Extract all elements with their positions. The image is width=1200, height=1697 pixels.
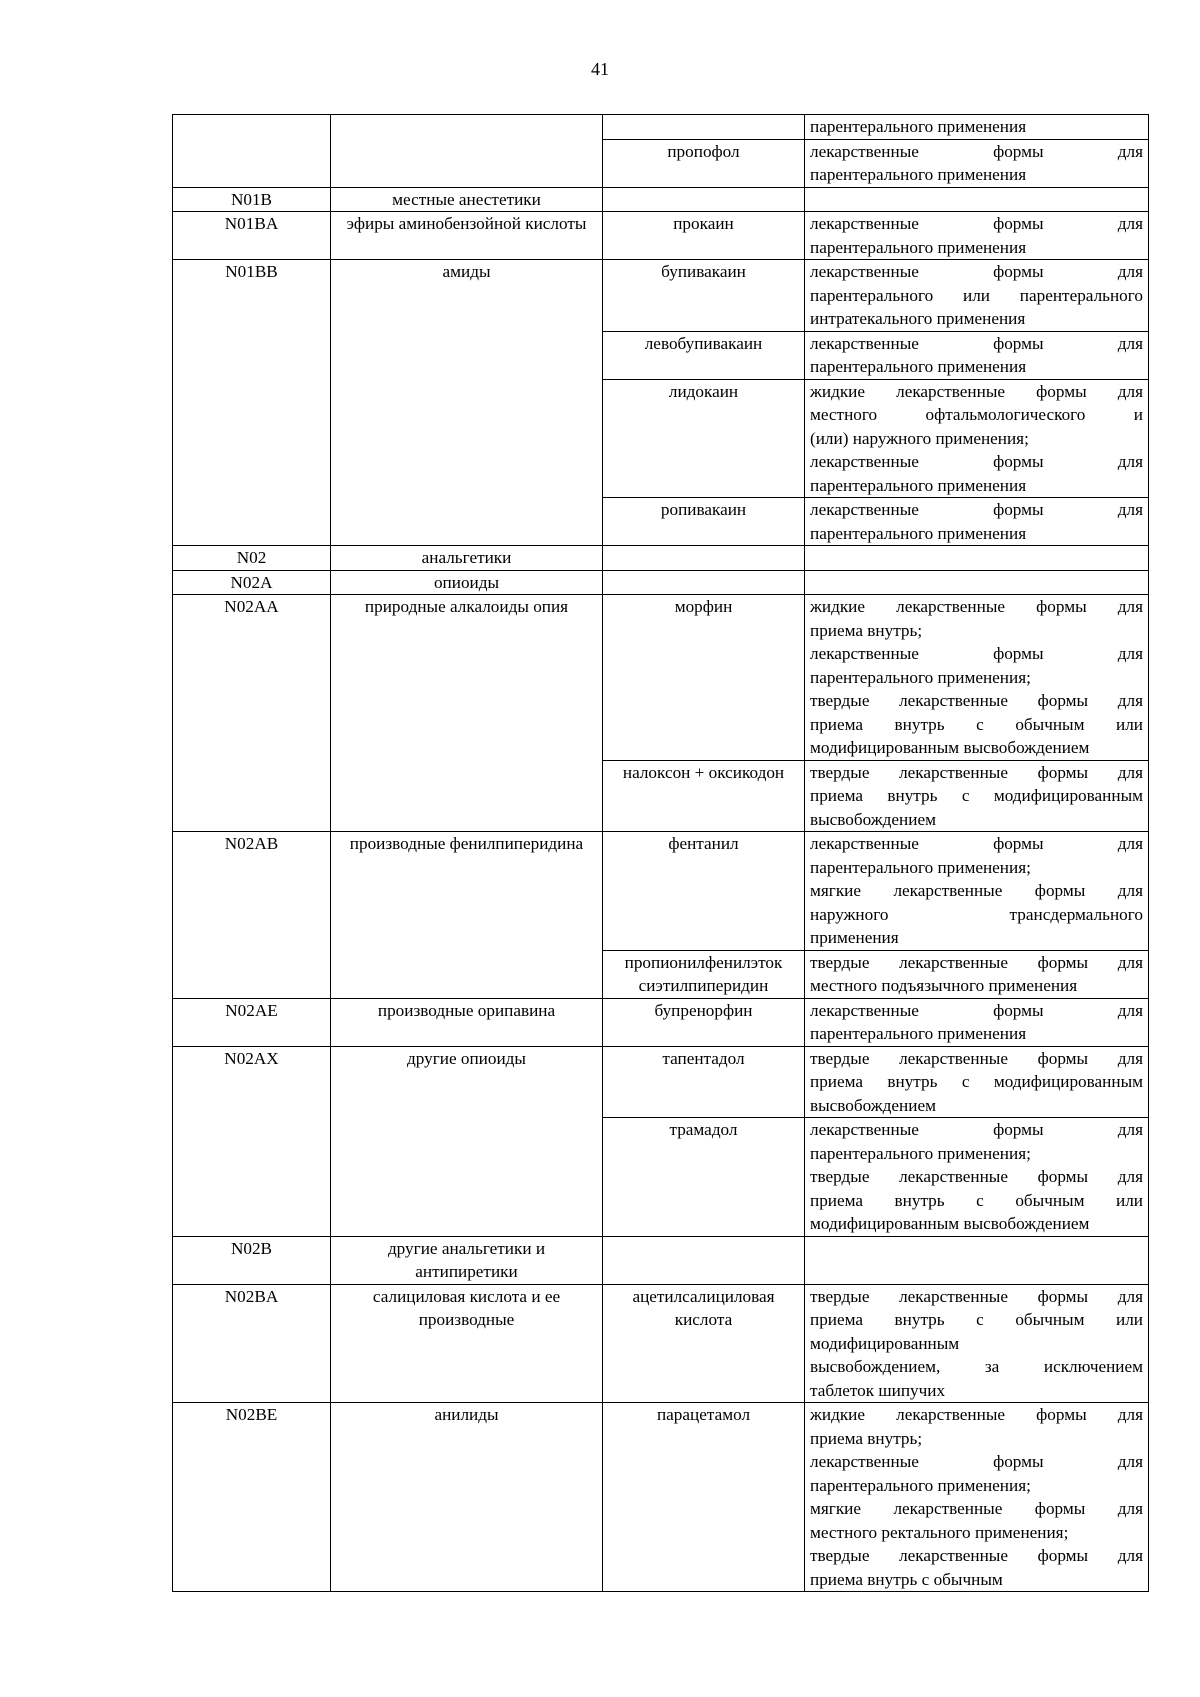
dosage-form-line: твердые лекарственные формы для — [810, 762, 1143, 782]
dosage-form-line: лекарственные формы для — [810, 1120, 1143, 1139]
dosage-form-line: применения — [810, 928, 899, 947]
dosage-form-cell — [805, 115, 1149, 140]
dosage-form-line: модифицированным высвобождением — [810, 738, 1090, 757]
dosage-form-line: парентерального применения — [810, 237, 1027, 257]
dosage-form-line: приема внутрь; — [810, 1428, 923, 1448]
atc-code-cell: N02AB — [173, 832, 331, 999]
group-cell: опиоиды — [331, 570, 603, 595]
group-cell: другие анальгетики и антипиретики — [331, 1236, 603, 1284]
table-row — [173, 1403, 1149, 1592]
atc-code-cell: N02BE — [173, 1403, 331, 1592]
dosage-form-line: жидкие лекарственные формы для — [810, 381, 1143, 401]
dosage-form-cell — [805, 998, 1149, 1046]
dosage-form-line: парентерального или парентерального — [810, 285, 1143, 305]
dosage-form-cell — [805, 187, 1149, 212]
group-cell: производные фенилпиперидина — [331, 832, 603, 999]
atc-code-cell: N02 — [173, 546, 331, 571]
group-cell: другие опиоиды — [331, 1046, 603, 1236]
atc-code-cell: N02B — [173, 1236, 331, 1284]
group-cell — [331, 115, 603, 188]
table-row — [173, 1046, 1149, 1118]
inn-cell: морфин — [603, 595, 805, 761]
dosage-form-line: местного подъязычного применения — [810, 976, 1078, 995]
dosage-form-cell — [805, 1284, 1149, 1403]
table-row — [173, 115, 1149, 140]
table-row — [173, 187, 1149, 212]
inn-cell: пропионилфенилэток сиэтилпиперидин — [603, 950, 805, 998]
dosage-form-line: парентерального применения — [810, 357, 1027, 376]
dosage-form-line: лекарственные формы для — [810, 333, 1143, 353]
dosage-form-line: приема внутрь; — [810, 620, 923, 640]
inn-cell: бупренорфин — [603, 998, 805, 1046]
dosage-form-line: приема внутрь с обычным или — [810, 714, 1143, 734]
dosage-form-line: высвобождением — [810, 1095, 936, 1115]
group-cell: эфиры аминобензойной кислоты — [331, 212, 603, 260]
dosage-form-line: лекарственные формы для — [810, 834, 1143, 853]
dosage-form-line: таблеток шипучих — [810, 1380, 946, 1400]
dosage-form-cell — [805, 760, 1149, 832]
atc-code-cell: N02AE — [173, 998, 331, 1046]
dosage-form-line: парентерального применения; — [810, 857, 1031, 877]
table-row — [173, 1236, 1149, 1284]
dosage-form-line: высвобождением — [810, 809, 936, 829]
dosage-form-cell — [805, 546, 1149, 571]
dosage-form-cell — [805, 331, 1149, 379]
drug-table — [172, 114, 1149, 1592]
atc-code-cell: N01BB — [173, 260, 331, 546]
dosage-form-line: высвобождением, за исключением — [810, 1357, 1143, 1376]
dosage-form-line: модифицированным высвобождением — [810, 1214, 1090, 1233]
dosage-form-line: парентерального применения — [810, 165, 1027, 184]
inn-cell: бупивакаин — [603, 260, 805, 332]
dosage-form-line: мягкие лекарственные формы для — [810, 1499, 1143, 1518]
dosage-form-line: твердые лекарственные формы для — [810, 952, 1143, 972]
drug-table-body — [173, 115, 1149, 1592]
dosage-form-line: жидкие лекарственные формы для — [810, 597, 1143, 616]
atc-code-cell: N02BA — [173, 1284, 331, 1403]
inn-cell: левобупивакаин — [603, 331, 805, 379]
inn-cell: трамадол — [603, 1118, 805, 1237]
dosage-form-line: парентерального применения; — [810, 667, 1031, 687]
atc-code-cell: N02A — [173, 570, 331, 595]
dosage-form-cell — [805, 1118, 1149, 1237]
dosage-form-line: твердые лекарственные формы для — [810, 1048, 1143, 1068]
dosage-form-cell — [805, 1236, 1149, 1284]
table-row — [173, 570, 1149, 595]
dosage-form-line: твердые лекарственные формы для — [810, 1167, 1143, 1186]
dosage-form-line: жидкие лекарственные формы для — [810, 1405, 1143, 1424]
group-cell: амиды — [331, 260, 603, 546]
table-row — [173, 212, 1149, 260]
inn-cell: прокаин — [603, 212, 805, 260]
atc-code-cell: N02AA — [173, 595, 331, 832]
inn-cell — [603, 187, 805, 212]
dosage-form-line: парентерального применения — [810, 1024, 1027, 1043]
dosage-form-line: (или) наружного применения; — [810, 428, 1029, 448]
dosage-form-line: приема внутрь с обычным или — [810, 1190, 1143, 1210]
dosage-form-line: лекарственные формы для — [810, 262, 1143, 281]
dosage-form-line: парентерального применения; — [810, 1143, 1031, 1163]
dosage-form-line: твердые лекарственные формы для — [810, 691, 1143, 710]
dosage-form-line: лекарственные формы для — [810, 1452, 1143, 1471]
dosage-form-cell — [805, 1046, 1149, 1118]
inn-cell: парацетамол — [603, 1403, 805, 1592]
inn-cell: лидокаин — [603, 379, 805, 498]
group-cell: местные анестетики — [331, 187, 603, 212]
dosage-form-line: приема внутрь с модифицированным — [810, 1072, 1143, 1091]
inn-cell: налоксон + оксикодон — [603, 760, 805, 832]
dosage-form-line: лекарственные формы для — [810, 452, 1143, 471]
dosage-form-line: модифицированным — [810, 1333, 960, 1353]
dosage-form-line: парентерального применения — [810, 475, 1027, 495]
page-number: 41 — [591, 59, 609, 79]
inn-cell — [603, 570, 805, 595]
dosage-form-line: лекарственные формы для — [810, 214, 1143, 233]
inn-cell — [603, 546, 805, 571]
dosage-form-line: интратекального применения — [810, 309, 1026, 328]
table-row — [173, 998, 1149, 1046]
inn-cell: тапентадол — [603, 1046, 805, 1118]
atc-code-cell — [173, 115, 331, 188]
table-row — [173, 1284, 1149, 1403]
table-row — [173, 832, 1149, 951]
dosage-form-line: приема внутрь с обычным или — [810, 1310, 1143, 1329]
dosage-form-cell — [805, 212, 1149, 260]
dosage-form-cell — [805, 832, 1149, 951]
inn-cell — [603, 1236, 805, 1284]
inn-cell: пропофол — [603, 139, 805, 187]
inn-cell — [603, 115, 805, 140]
table-row — [173, 260, 1149, 332]
dosage-form-line: местного ректального применения; — [810, 1522, 1069, 1542]
dosage-form-cell — [805, 570, 1149, 595]
dosage-form-cell — [805, 950, 1149, 998]
dosage-form-line: парентерального применения — [810, 117, 1027, 136]
dosage-form-line: приема внутрь с модифицированным — [810, 786, 1143, 805]
inn-cell: фентанил — [603, 832, 805, 951]
atc-code-cell: N02AX — [173, 1046, 331, 1236]
dosage-form-line: местного офтальмологического и — [810, 405, 1143, 424]
dosage-form-line: парентерального применения; — [810, 1475, 1031, 1495]
dosage-form-cell — [805, 139, 1149, 187]
dosage-form-cell — [805, 595, 1149, 761]
dosage-form-line: приема внутрь с обычным — [810, 1569, 1003, 1589]
inn-cell: ацетилсалициловая кислота — [603, 1284, 805, 1403]
dosage-form-line: лекарственные формы для — [810, 500, 1143, 519]
table-row — [173, 546, 1149, 571]
atc-code-cell: N01B — [173, 187, 331, 212]
dosage-form-line: лекарственные формы для — [810, 141, 1143, 161]
dosage-form-line: лекарственные формы для — [810, 644, 1143, 663]
dosage-form-cell — [805, 1403, 1149, 1592]
dosage-form-line: мягкие лекарственные формы для — [810, 881, 1143, 900]
dosage-form-line: лекарственные формы для — [810, 1000, 1143, 1020]
atc-code-cell: N01BA — [173, 212, 331, 260]
dosage-form-line: парентерального применения — [810, 523, 1027, 543]
group-cell: анальгетики — [331, 546, 603, 571]
table-row — [173, 595, 1149, 761]
inn-cell: ропивакаин — [603, 498, 805, 546]
dosage-form-line: твердые лекарственные формы для — [810, 1286, 1143, 1306]
group-cell: салициловая кислота и ее производные — [331, 1284, 603, 1403]
dosage-form-line: наружного трансдермального — [810, 904, 1143, 924]
group-cell: производные орипавина — [331, 998, 603, 1046]
group-cell: природные алкалоиды опия — [331, 595, 603, 832]
group-cell: анилиды — [331, 1403, 603, 1592]
dosage-form-line: твердые лекарственные формы для — [810, 1546, 1143, 1565]
dosage-form-cell — [805, 260, 1149, 332]
dosage-form-cell — [805, 498, 1149, 546]
dosage-form-cell — [805, 379, 1149, 498]
